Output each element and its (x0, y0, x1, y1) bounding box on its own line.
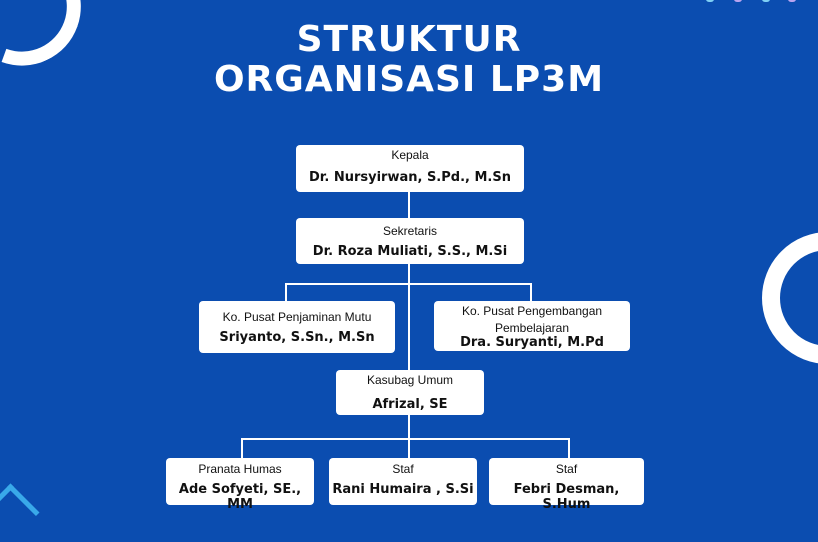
node-role-line2: Pembelajaran (494, 321, 570, 335)
node-kasubag-umum (336, 370, 484, 415)
connector-branch-right (530, 283, 532, 303)
node-sekretaris (296, 218, 524, 264)
node-name: Dr. Roza Muliati, S.S., M.Si (312, 244, 508, 259)
node-pranata-humas (166, 458, 314, 512)
node-role-line1: Ko. Pusat Pengembangan (461, 304, 603, 318)
node-role: Sekretaris (382, 224, 438, 238)
node-pusat-penjaminan-mutu (199, 301, 395, 353)
node-name: Febri Desman, S.Hum (513, 482, 620, 512)
node-role: Ko. Pusat Penjaminan Mutu (222, 310, 372, 324)
node-staf-2 (489, 458, 644, 512)
connector-trunk (408, 191, 410, 221)
node-name: Rani Humaira , S.Si (332, 482, 474, 497)
node-name: Ade Sofyeti, SE., MM (178, 482, 302, 512)
connector-branch-horizontal (285, 283, 532, 285)
decorative-ring (762, 232, 818, 364)
decorative-corner (0, 484, 39, 542)
connector-staff-horizontal (241, 438, 570, 440)
node-kepala (296, 145, 524, 192)
connector-trunk (408, 414, 410, 440)
node-name: Sriyanto, S.Sn., M.Sn (219, 330, 375, 345)
page-title-line1: STRUKTUR (296, 19, 522, 60)
node-pusat-pengembangan-pembelajaran (434, 301, 630, 351)
page-title-line2: ORGANISASI LP3M (213, 59, 605, 100)
node-role: Staf (555, 462, 578, 476)
node-role: Pranata Humas (198, 462, 282, 476)
node-role: Staf (392, 462, 414, 476)
node-name: Dr. Nursyirwan, S.Pd., M.Sn (309, 170, 511, 185)
connector-staff-left (241, 438, 243, 460)
connector-branch-left (285, 283, 287, 303)
node-staf-1 (329, 458, 477, 505)
node-name: Dra. Suryanti, M.Pd (460, 335, 604, 350)
node-role: Kasubag Umum (366, 373, 454, 387)
node-role: Kepala (391, 148, 429, 162)
connector-staff-right (568, 438, 570, 460)
connector-staff-center (408, 438, 410, 460)
decorative-dots (706, 0, 796, 4)
node-name: Afrizal, SE (372, 397, 448, 412)
connector-trunk (408, 263, 410, 373)
